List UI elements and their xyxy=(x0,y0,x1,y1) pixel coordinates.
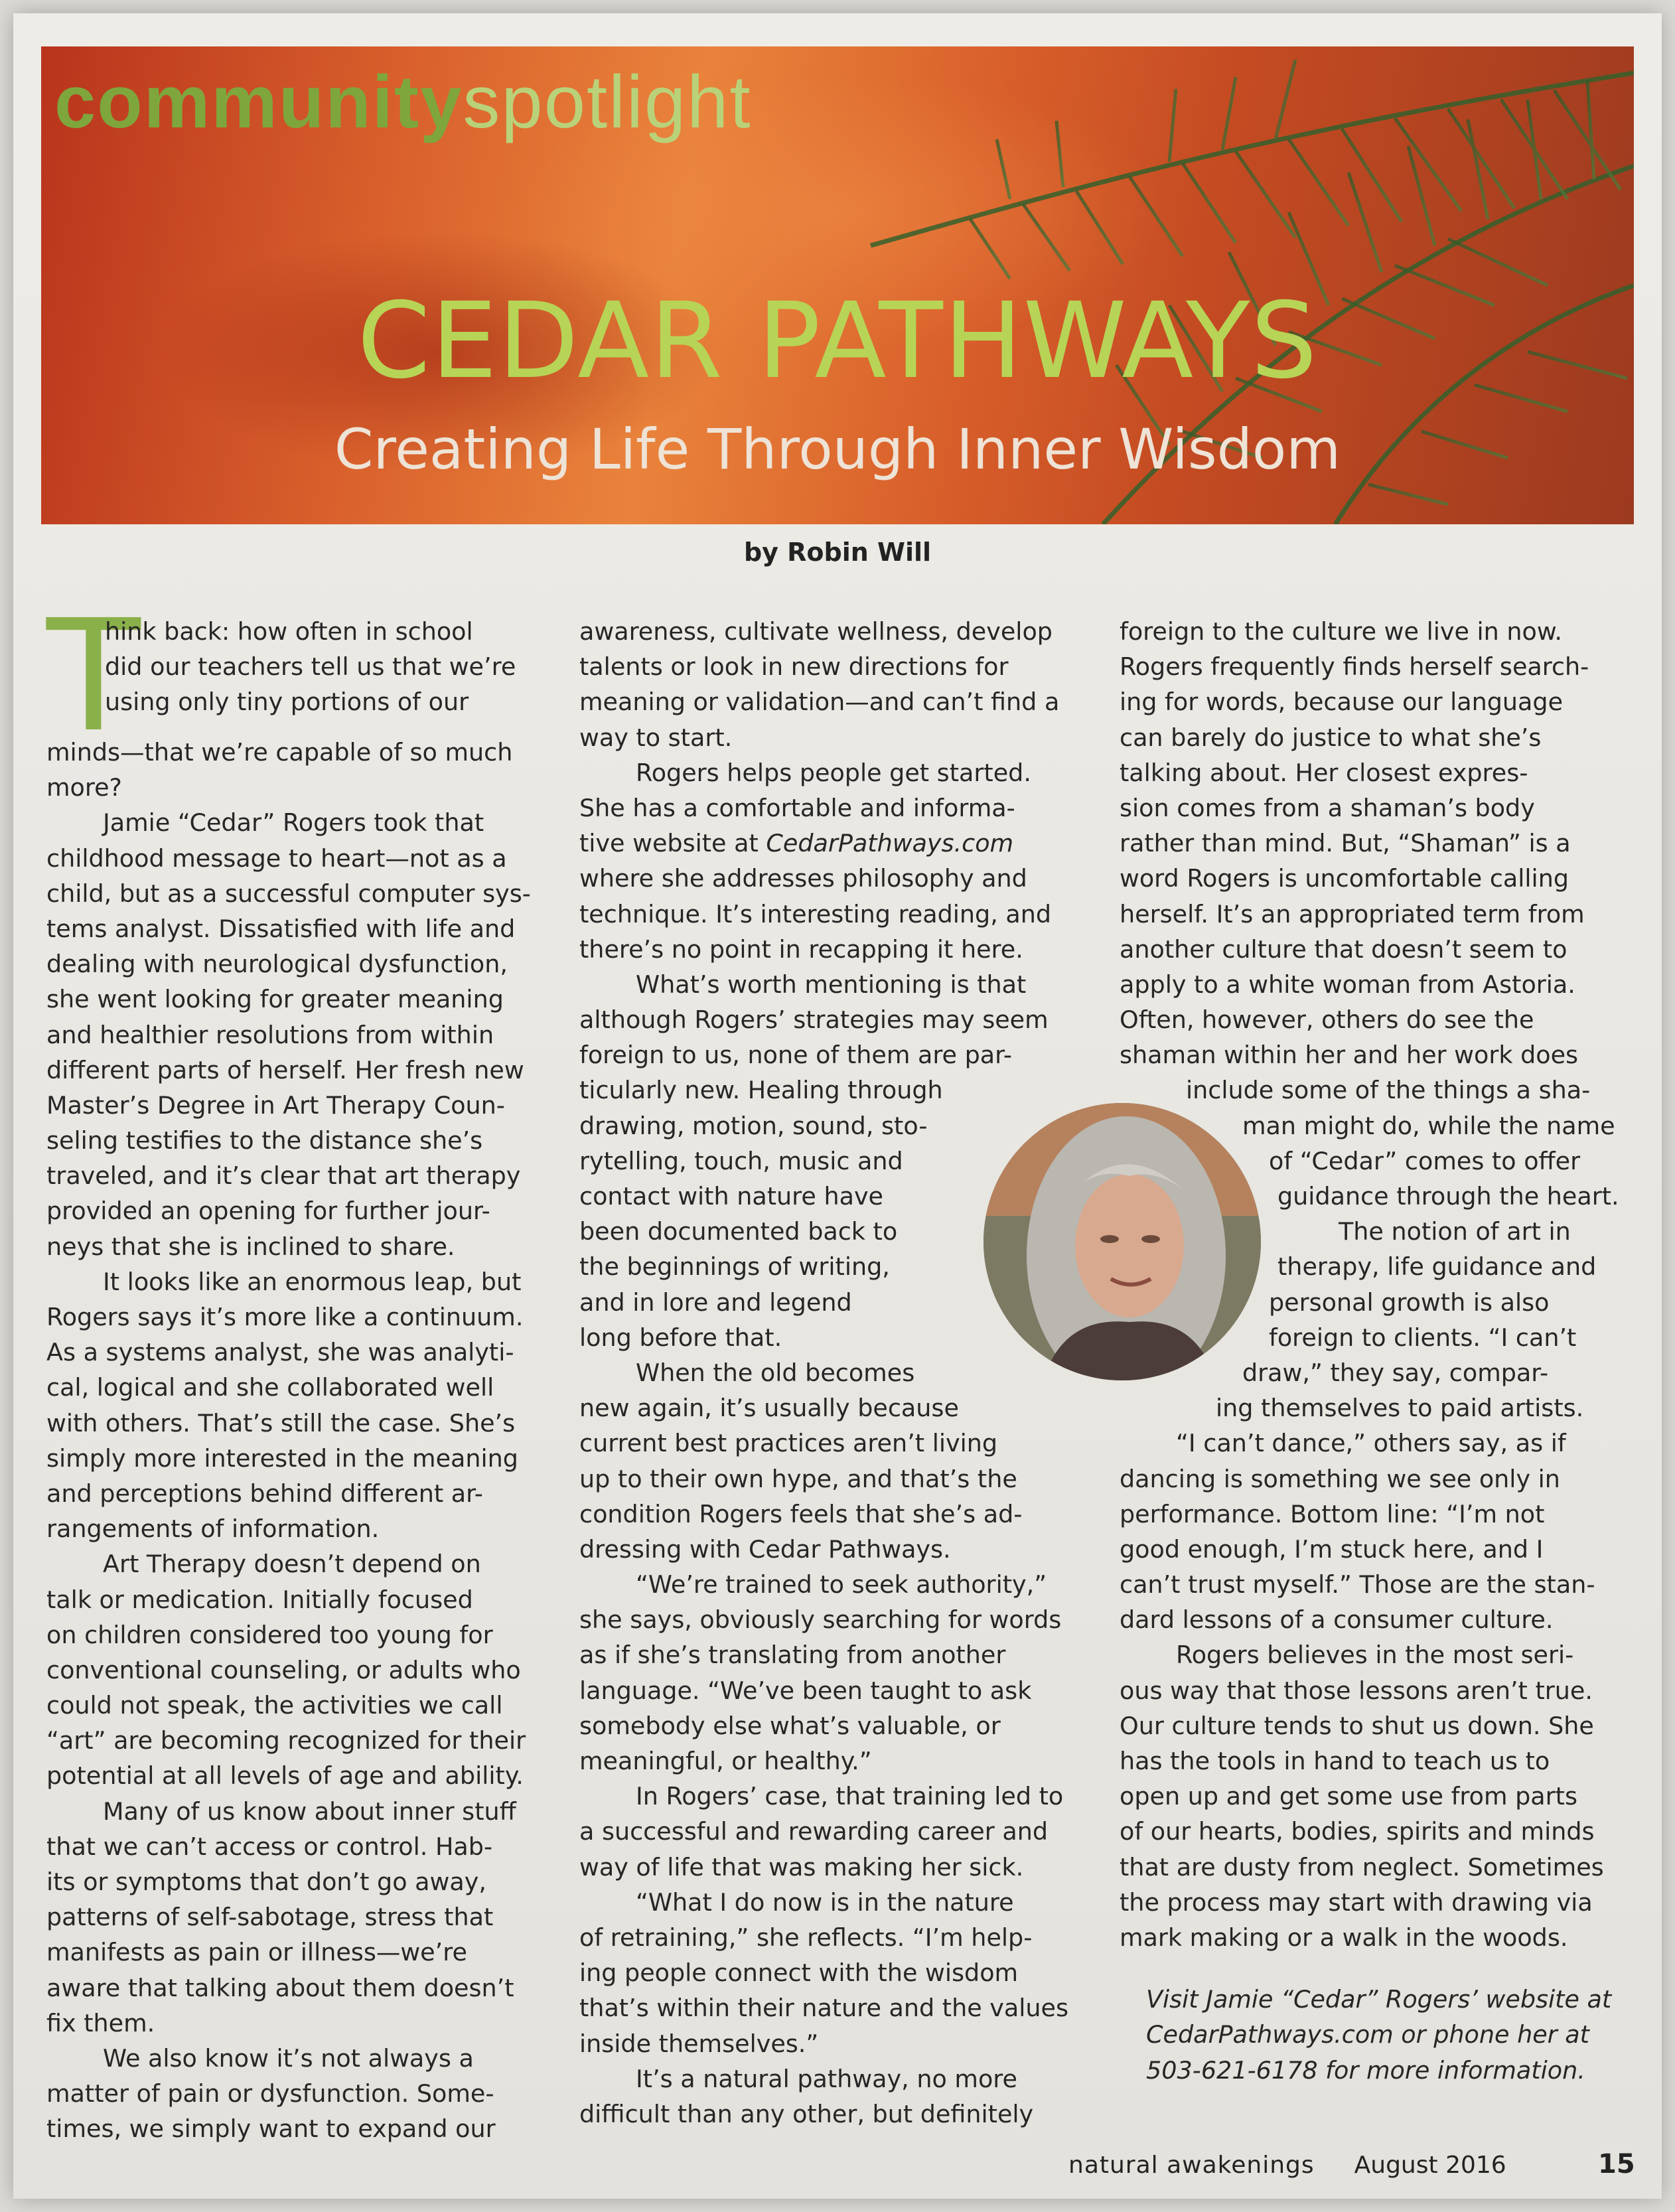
text-line: ing themselves to paid artists. xyxy=(1216,1394,1584,1423)
text-line: matter of pain or dysfunction. Some- xyxy=(46,2079,494,2108)
text-line: ing for words, because our language xyxy=(1120,688,1564,717)
text-line: and in lore and legend xyxy=(579,1288,852,1317)
text-line: “We’re trained to seek authority,” xyxy=(636,1570,1047,1599)
text-line: way to start. xyxy=(579,723,733,752)
text-fragment: tive website at xyxy=(579,829,766,858)
text-line: been documented back to xyxy=(579,1217,898,1246)
text-line: foreign to the culture we live in now. xyxy=(1120,617,1562,646)
text-line: ous way that those lessons aren’t true. xyxy=(1120,1676,1593,1705)
text-line: cal, logical and she collaborated well xyxy=(46,1373,494,1402)
text-line: awareness, cultivate wellness, develop xyxy=(579,617,1053,646)
text-line: hink back: how often in school xyxy=(105,617,473,646)
text-line: Rogers helps people get started. xyxy=(636,758,1031,787)
text-line: that are dusty from neglect. Sometimes xyxy=(1120,1852,1604,1881)
text-line: apply to a white woman from Astoria. xyxy=(1120,970,1575,999)
text-line: “What I do now is in the nature xyxy=(636,1887,1014,1917)
text-line: Many of us know about inner stuff xyxy=(103,1797,516,1826)
text-line: What’s worth mentioning is that xyxy=(636,970,1027,999)
contact-note-line: 503-621-6178 for more information. xyxy=(1146,2055,1585,2085)
text-line: language. “We’ve been taught to ask xyxy=(579,1676,1032,1705)
text-line: dard lessons of a consumer culture. xyxy=(1120,1605,1554,1635)
text-line: simply more interested in the meaning xyxy=(46,1443,518,1473)
text-line: she went looking for greater meaning xyxy=(46,985,504,1014)
text-line: a successful and rewarding career and xyxy=(579,1817,1049,1846)
text-line: conventional counseling, or adults who xyxy=(46,1655,521,1684)
text-line: foreign to clients. “I can’t xyxy=(1269,1323,1577,1352)
text-line: using only tiny portions of our xyxy=(105,688,469,717)
drop-cap: T xyxy=(46,587,141,766)
text-line: ticularly new. Healing through xyxy=(579,1076,943,1105)
contact-note-line: CedarPathways.com or phone her at xyxy=(1146,2020,1589,2049)
text-line: It looks like an enormous leap, but xyxy=(103,1267,522,1296)
text-line: times, we simply want to expand our xyxy=(46,2114,496,2144)
text-line: talents or look in new directions for xyxy=(579,652,1009,682)
article-column-1 xyxy=(46,587,538,2147)
text-line: of retraining,” she reflects. “I’m help- xyxy=(579,1923,1033,1952)
text-line xyxy=(579,826,1104,861)
text-line: include some of the things a sha- xyxy=(1186,1076,1591,1105)
text-line: there’s no point in recapping it here. xyxy=(579,934,1023,964)
text-line: of “Cedar” comes to offer xyxy=(1269,1146,1581,1175)
text-line: shaman within her and her work does xyxy=(1120,1041,1579,1070)
text-line: difficult than any other, but definitely xyxy=(579,2099,1034,2128)
text-line: more? xyxy=(46,773,122,802)
issue-date: August 2016 xyxy=(1354,2152,1506,2179)
text-line: current best practices aren’t living xyxy=(579,1429,998,1458)
text-line: rangements of information. xyxy=(46,1514,380,1544)
text-line: Often, however, others do see the xyxy=(1120,1005,1534,1035)
publication-name: natural awakenings xyxy=(1068,2152,1315,2179)
text-line: foreign to us, none of them are par- xyxy=(579,1041,1012,1070)
text-line: can barely do justice to what she’s xyxy=(1120,723,1542,752)
text-line: Jamie “Cedar” Rogers took that xyxy=(103,808,484,838)
text-line: ing people connect with the wisdom xyxy=(579,1958,1019,1988)
text-line: meaningful, or healthy.” xyxy=(579,1747,872,1775)
text-line: sion comes from a shaman’s body xyxy=(1120,793,1535,822)
page-footer xyxy=(1068,2152,1506,2179)
text-line: aware that talking about them doesn’t xyxy=(46,1973,514,2002)
text-line: although Rogers’ strategies may seem xyxy=(579,1005,1049,1035)
byline: by Robin Will xyxy=(743,538,932,567)
text-line: dealing with neurological dysfunction, xyxy=(46,950,508,979)
text-line: In Rogers’ case, that training led to xyxy=(636,1782,1064,1811)
text-line: another culture that doesn’t seem to xyxy=(1120,934,1567,964)
text-line: meaning or validation—and can’t find a xyxy=(579,688,1060,717)
text-line: drawing, motion, sound, sto- xyxy=(579,1111,928,1140)
text-line: somebody else what’s valuable, or xyxy=(579,1711,1001,1740)
text-line: up to their own hype, and that’s the xyxy=(579,1464,1017,1493)
text-line: child, but as a successful computer sys- xyxy=(46,879,531,908)
text-line: guidance through the heart. xyxy=(1277,1182,1619,1211)
text-line: mark making or a walk in the woods. xyxy=(1120,1923,1568,1952)
text-line: good enough, I’m stuck here, and I xyxy=(1120,1534,1544,1564)
text-line: potential at all levels of age and ability. xyxy=(46,1761,524,1791)
text-line: neys that she is inclined to share. xyxy=(46,1232,455,1261)
article-title: CEDAR PATHWAYS xyxy=(357,280,1318,402)
text-line: the process may start with drawing via xyxy=(1120,1887,1593,1917)
text-line: The notion of art in xyxy=(1339,1217,1571,1246)
article-subtitle: Creating Life Through Inner Wisdom xyxy=(334,417,1341,482)
text-line: of our hearts, bodies, spirits and minds xyxy=(1120,1817,1595,1846)
text-line: tems analyst. Dissatisfied with life and xyxy=(46,914,516,943)
website-link-text: CedarPathways.com xyxy=(766,829,1014,858)
text-line: traveled, and it’s clear that art therapy xyxy=(46,1161,521,1191)
text-line: Master’s Degree in Art Therapy Coun- xyxy=(46,1090,505,1120)
text-line: its or symptoms that don’t go away, xyxy=(46,1868,486,1896)
text-line: where she addresses philosophy and xyxy=(579,864,1027,893)
article-column-2 xyxy=(579,614,1104,2132)
text-line: has the tools in hand to teach us to xyxy=(1120,1747,1550,1775)
text-line: technique. It’s interesting reading, and xyxy=(579,899,1052,928)
text-line: talk or medication. Initially focused xyxy=(46,1585,473,1614)
text-line: talking about. Her closest expres- xyxy=(1120,758,1528,787)
section-label xyxy=(54,60,752,143)
text-line: did our teachers tell us that we’re xyxy=(105,652,516,682)
magazine-page xyxy=(13,13,1662,2199)
text-line: Rogers says it’s more like a continuum. xyxy=(46,1303,524,1331)
text-line: word Rogers is uncomfortable calling xyxy=(1120,864,1569,893)
text-line: Rogers believes in the most seri- xyxy=(1176,1641,1574,1670)
text-line: on children considered too young for xyxy=(46,1620,493,1649)
header-banner xyxy=(41,46,1634,524)
text-line: As a systems analyst, she was analyti- xyxy=(46,1338,514,1367)
text-line: rather than mind. But, “Shaman” is a xyxy=(1120,829,1571,858)
text-line: condition Rogers feels that she’s ad- xyxy=(579,1499,1023,1528)
text-line: Art Therapy doesn’t depend on xyxy=(103,1550,481,1579)
text-line: that’s within their nature and the values xyxy=(579,1994,1069,2023)
contact-note-line: Visit Jamie “Cedar” Rogers’ website at xyxy=(1146,1985,1612,2014)
text-line: dressing with Cedar Pathways. xyxy=(579,1534,951,1564)
text-line: the beginnings of writing, xyxy=(579,1252,890,1282)
text-line: Our culture tends to shut us down. She xyxy=(1120,1711,1594,1740)
spacer xyxy=(1120,1955,1644,1982)
text-line: can’t trust myself.” Those are the stan- xyxy=(1120,1570,1595,1599)
text-line: “I can’t dance,” others say, as if xyxy=(1176,1429,1566,1458)
text-line: patterns of self-sabotage, stress that xyxy=(46,1903,494,1932)
text-line: “art” are becoming recognized for their xyxy=(46,1726,526,1755)
text-line: We also know it’s not always a xyxy=(103,2043,474,2073)
text-line: she says, obviously searching for words xyxy=(579,1605,1062,1635)
text-line: as if she’s translating from another xyxy=(579,1641,1006,1670)
text-line: personal growth is also xyxy=(1269,1288,1550,1317)
text-line: therapy, life guidance and xyxy=(1277,1252,1597,1282)
text-line: and healthier resolutions from within xyxy=(46,1020,494,1049)
text-line: new again, it’s usually because xyxy=(579,1394,959,1423)
text-line: different parts of herself. Her fresh new xyxy=(46,1055,524,1084)
text-line: She has a comfortable and informa- xyxy=(579,793,1015,822)
text-line: draw,” they say, compar- xyxy=(1242,1358,1549,1387)
text-line: open up and get some use from parts xyxy=(1120,1782,1577,1811)
text-line: manifests as pain or illness—we’re xyxy=(46,1938,467,1967)
text-line: seling testifies to the distance she’s xyxy=(46,1126,483,1155)
text-line: When the old becomes xyxy=(636,1358,915,1387)
text-line: man might do, while the name xyxy=(1242,1111,1615,1140)
text-line: inside themselves.” xyxy=(579,2029,819,2058)
text-line: Rogers frequently finds herself search- xyxy=(1120,652,1589,682)
page-number: 15 xyxy=(1598,2149,1635,2179)
text-line: way of life that was making her sick. xyxy=(579,1852,1024,1881)
text-line: fix them. xyxy=(46,2008,155,2037)
text-line: provided an opening for further jour- xyxy=(46,1197,490,1226)
text-line: contact with nature have xyxy=(579,1182,883,1211)
text-line: long before that. xyxy=(579,1323,782,1352)
text-line: childhood message to heart—not as a xyxy=(46,844,507,873)
text-line: could not speak, the activities we call xyxy=(46,1691,503,1720)
text-line: that we can’t access or control. Hab- xyxy=(46,1832,493,1861)
text-line: herself. It’s an appropriated term from xyxy=(1120,899,1585,928)
text-line: It’s a natural pathway, no more xyxy=(636,2064,1017,2093)
text-line: rytelling, touch, music and xyxy=(579,1146,903,1175)
text-line: and perceptions behind different ar- xyxy=(46,1479,483,1508)
section-label-spotlight: spotlight xyxy=(463,60,752,143)
text-line: performance. Bottom line: “I’m not xyxy=(1120,1499,1545,1528)
article-column-3 xyxy=(1120,614,1644,2088)
section-label-community: community xyxy=(54,60,463,143)
text-line: dancing is something we see only in xyxy=(1120,1464,1560,1493)
text-line: minds—that we’re capable of so much xyxy=(46,738,513,767)
text-line: with others. That’s still the case. She’s xyxy=(46,1408,516,1438)
